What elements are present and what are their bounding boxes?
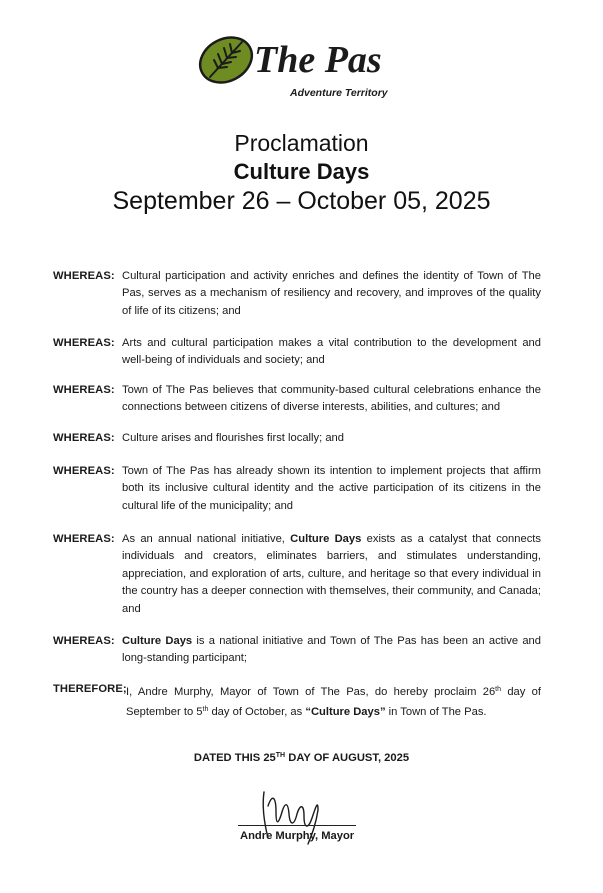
therefore-text-part: in Town of The Pas.: [385, 706, 487, 719]
whereas-label: WHEREAS:: [53, 465, 115, 477]
whereas-label: WHEREAS:: [53, 337, 115, 349]
whereas-label: WHEREAS:: [53, 384, 115, 396]
ordinal-suffix: th: [495, 686, 502, 693]
whereas-label: WHEREAS:: [53, 635, 115, 647]
therefore-label: THEREFORE;: [53, 683, 127, 695]
clause-text-part: As an annual national initiative,: [122, 533, 291, 545]
therefore-text-part: I, Andre Murphy, Mayor of Town of The Pas, do hereby proclaim 26: [126, 686, 496, 698]
therefore-text-part: day of October, as: [208, 706, 306, 719]
clause-text: Town of The Pas believes that community-based cultural celebrations enhance the connections between citizens of diverse interests, abilities, and cultures; and: [122, 384, 541, 414]
therefore-text: [126, 681, 541, 722]
therefore-emphasis: “Culture Days”: [305, 706, 386, 719]
whereas-clause: [53, 633, 541, 668]
therefore-clause: [53, 681, 541, 722]
whereas-label: WHEREAS:: [53, 533, 115, 545]
signer-name: Andre Murphy, Mayor: [240, 830, 355, 842]
whereas-label: WHEREAS:: [53, 270, 115, 282]
ordinal-suffix: th: [202, 706, 209, 714]
town-logo: [196, 30, 408, 102]
clause-text: Town of The Pas has already shown its intention to implement projects that affirm both its inclusive cultural identity and the active participation of its citizens in the cultural life of the municipality; and: [122, 465, 541, 512]
clause-emphasis: Culture Days: [122, 635, 193, 647]
clause-text: Cultural participation and activity enriches and defines the identity of Town of The Pas, serves as a mechanism of resiliency and recovery, and improves of the quality of life of its citizens; and: [122, 270, 541, 317]
whereas-clause: [53, 335, 541, 370]
logo-tagline: Adventure Territory: [290, 87, 388, 99]
clause-emphasis: Culture Days: [290, 533, 362, 545]
whereas-clause: [53, 268, 541, 320]
dated-text: DAY OF AUGUST, 2025: [285, 752, 410, 764]
clause-text: [122, 531, 541, 618]
clause-text: Culture arises and flourishes first locally; and: [122, 432, 344, 444]
clause-text-part: exists as a catalyst that connects individuals and creators, eliminates barriers, and stimulates understanding, appreciation, and exploration of arts, culture, and heritage so that every individual in the country has a deeper connection with themselves, their community, and Canada; and: [122, 533, 541, 615]
whereas-label: WHEREAS:: [53, 432, 115, 444]
ordinal-suffix: TH: [275, 752, 286, 759]
clause-text: Arts and cultural participation makes a vital contribution to the development and well-being of individuals and society; and: [122, 337, 541, 367]
clause-text: [122, 633, 541, 668]
proclamation-dates: September 26 – October 05, 2025: [112, 187, 491, 215]
whereas-clause: [53, 382, 541, 417]
therefore-text-part: day of September to 5: [126, 686, 541, 719]
whereas-clause: [53, 430, 541, 447]
dated-text: DATED THIS 25: [193, 752, 276, 764]
whereas-clause: [53, 463, 541, 515]
dated-line: [0, 752, 603, 764]
proclamation-subject: Culture Days: [233, 159, 370, 184]
signature-line: [238, 825, 356, 826]
logo-leaf-icon: [196, 30, 260, 91]
logo-wordmark: The Pas: [254, 39, 382, 81]
whereas-clause: [53, 531, 541, 618]
proclamation-title: Proclamation: [234, 130, 369, 156]
clause-text-part: is a national initiative and Town of The Pas has been an active and long-standing participant;: [122, 635, 541, 665]
